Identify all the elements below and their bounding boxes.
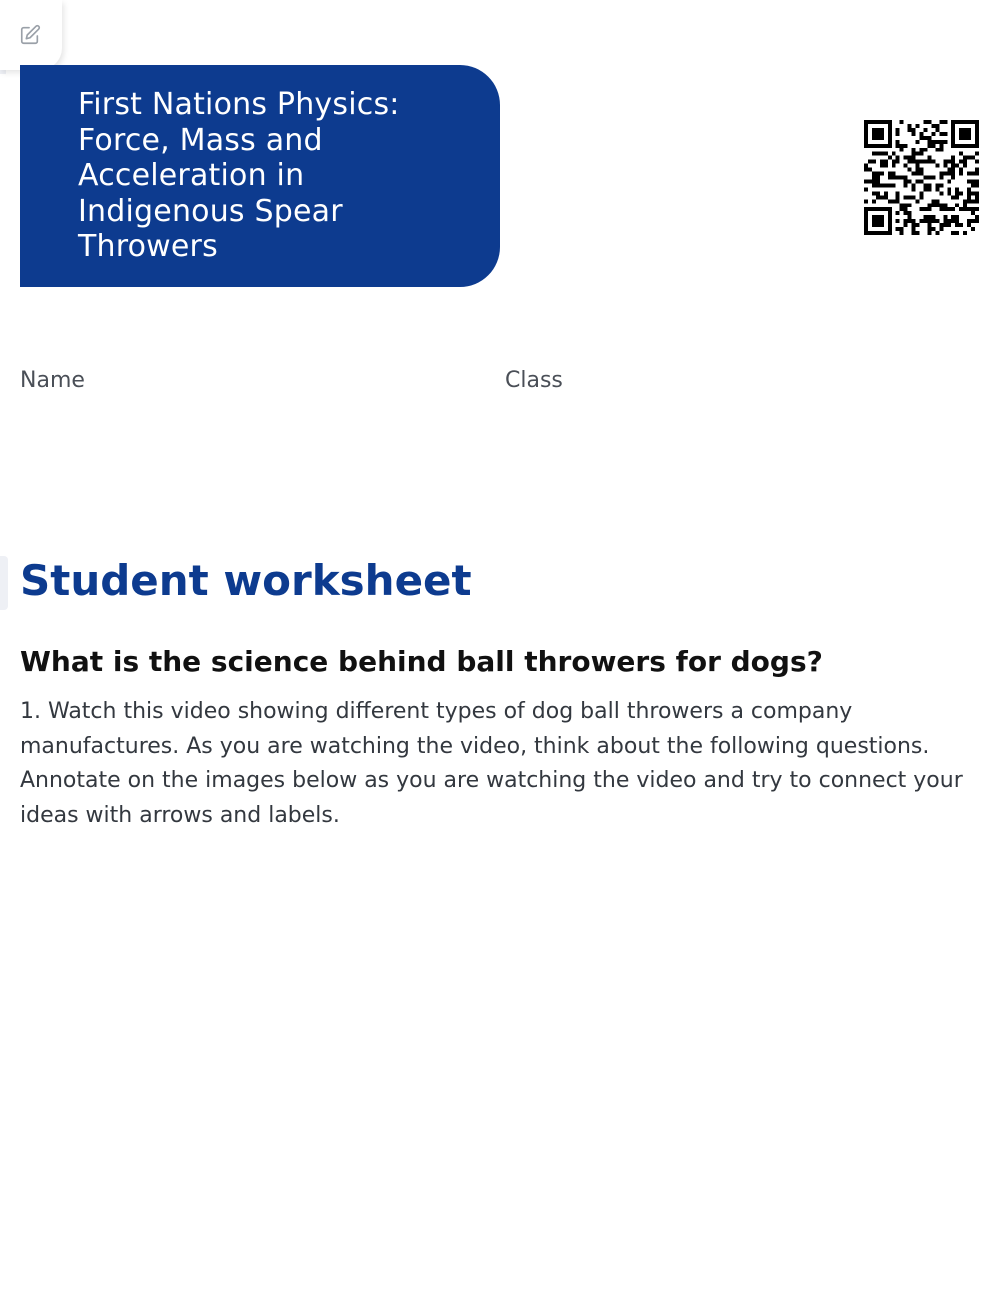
worksheet-title: First Nations Physics: Force, Mass and Acceleration in Indigenous Spear Throwers xyxy=(78,87,400,264)
class-label: Class xyxy=(505,368,563,393)
title-banner xyxy=(20,65,500,287)
question-heading: What is the science behind ball throwers for dogs? xyxy=(20,645,823,678)
instruction-paragraph: 1. Watch this video showing different types of dog ball throwers a company manufactures. As you are watching the video, think about the following questions. Annotate on the images below as you are watching the video and try to connect your ideas with arrows and labels. xyxy=(20,699,963,828)
section-heading: Student worksheet xyxy=(20,556,472,605)
section-marker xyxy=(0,556,8,610)
qr-code-icon[interactable] xyxy=(864,120,979,235)
edit-icon xyxy=(19,20,43,50)
edit-button[interactable] xyxy=(0,0,62,70)
name-label: Name xyxy=(20,368,85,393)
